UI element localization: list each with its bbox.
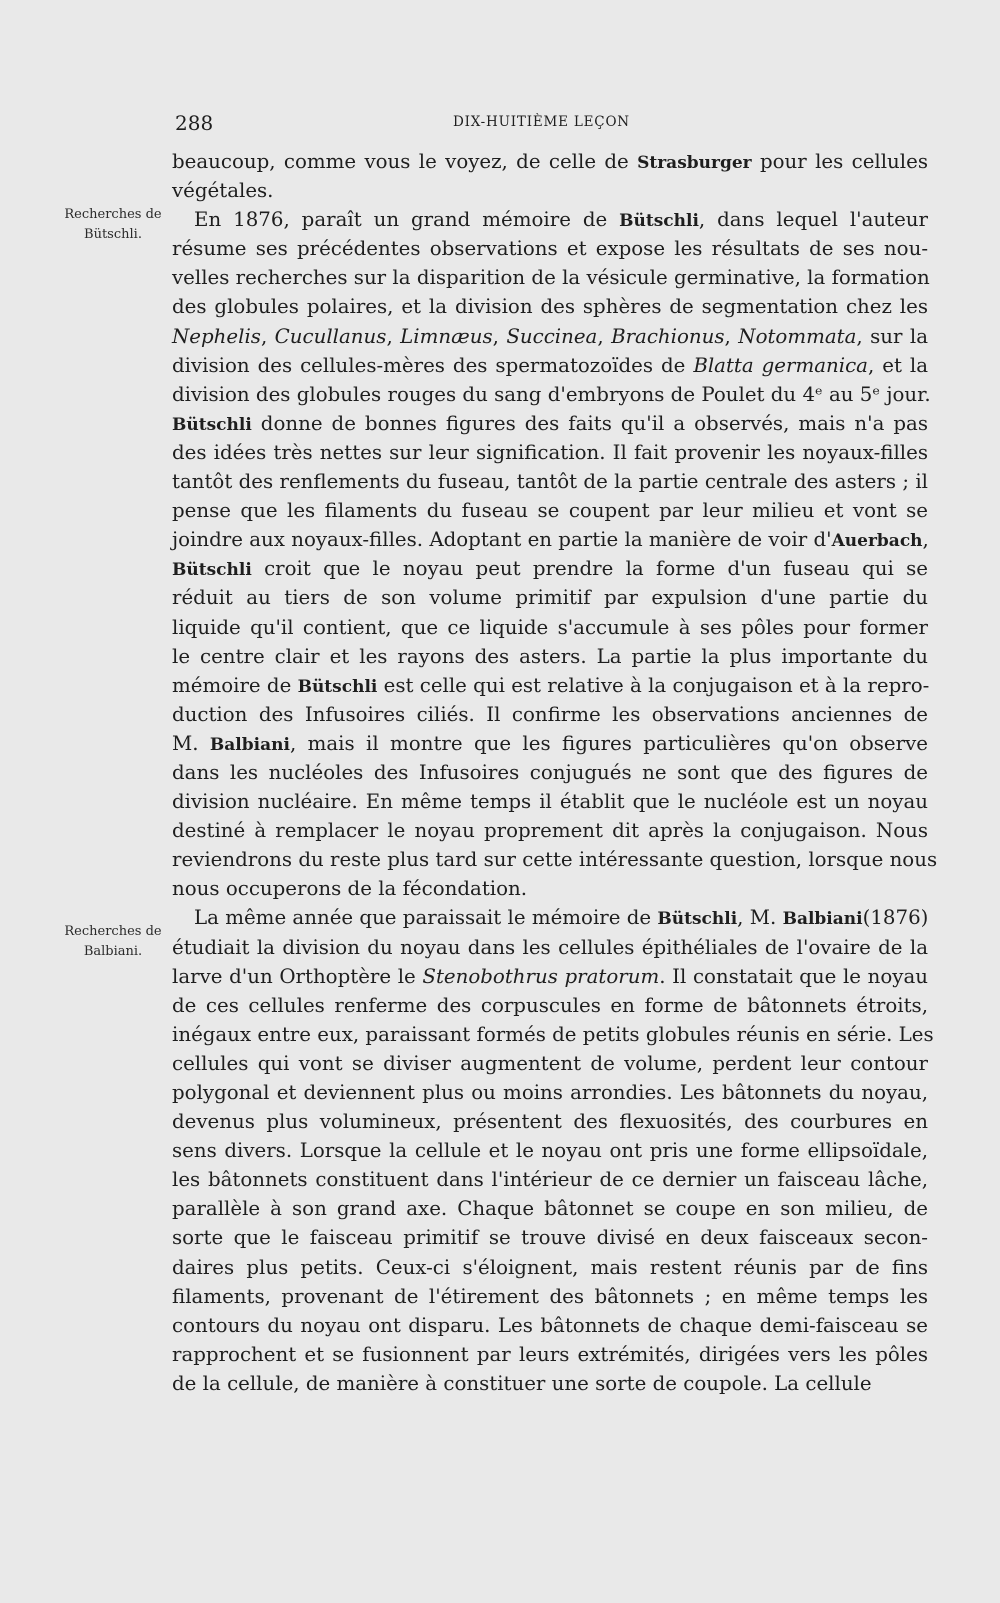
taxon-name: Limnæus (400, 324, 493, 348)
text-run: contours du noyau ont disparu. Les bâtonnets de chaque demi-faisceau se (172, 1313, 928, 1337)
taxon-name: Blatta germanica (693, 353, 868, 377)
text-run: des globules polaires, et la division des sphères de segmentation chez les (172, 295, 928, 319)
text-run: des idées très nettes sur leur signification. Il fait provenir les noyaux-filles (172, 440, 928, 464)
author-name: Balbiani (782, 909, 863, 930)
text-run: pour les cellules (751, 150, 928, 173)
author-name: Bütschli (297, 676, 378, 697)
text-run: , (386, 324, 401, 348)
text-run: de ces cellules renferme des corpuscules en forme de bâtonnets étroits, (172, 993, 928, 1017)
text-run: végétales. (172, 179, 274, 203)
text-run: joindre aux noyaux-filles. Adoptant en partie la manière de voir d' (172, 528, 832, 552)
text-line (172, 1049, 928, 1078)
text-line (172, 787, 928, 816)
text-line (172, 962, 928, 991)
text-line (172, 322, 928, 351)
taxon-name: Stenobothrus pratorum (422, 964, 660, 988)
page-header (175, 111, 935, 135)
text-run: . Il constatait que le noyau (659, 964, 929, 988)
text-line (172, 613, 928, 642)
text-run: parallèle à son grand axe. Chaque bâtonnet se coupe en son milieu, de (172, 1197, 928, 1221)
text-line (172, 700, 928, 729)
page-number: 288 (175, 111, 214, 135)
text-run: polygonal et deviennent plus ou moins arrondies. Les bâtonnets du noyau, (172, 1081, 928, 1104)
text-run: M. (172, 731, 210, 755)
text-line (172, 554, 928, 583)
text-run: , sur la (856, 324, 929, 348)
margin-note-butschli (54, 205, 172, 245)
text-line (172, 525, 928, 554)
author-name: Bütschli (657, 909, 738, 930)
text-run: , mais il montre que les figures particulières qu'on observe (289, 731, 928, 755)
text-run: division des cellules-mères des spermatozoïdes de (172, 353, 694, 377)
text-run: , dans lequel l'auteur (698, 208, 928, 232)
text-run: , (724, 324, 739, 348)
margin-note-balbiani (54, 922, 172, 962)
text-run: est celle qui est relative à la conjugaison et à la repro- (377, 673, 930, 697)
text-run: velles recherches sur la disparition de la vésicule germinative, la formation (172, 266, 930, 290)
text-run: cellules qui vont se diviser augmentent de volume, perdent leur contour (172, 1051, 928, 1075)
text-line (172, 1223, 928, 1252)
text-run: dans les nucléoles des Infusoires conjugués ne sont que des figures de (172, 760, 928, 784)
text-run: croit que le noyau peut prendre la forme d'un fuseau qui se (251, 557, 928, 581)
text-line (172, 1311, 928, 1340)
text-run: , (597, 324, 612, 348)
text-run: mémoire de (172, 673, 298, 697)
text-run: résume ses précédentes observations et expose les résultats de ses nou- (172, 237, 928, 261)
margin-note-line: Bütschli. (84, 227, 142, 242)
text-line (172, 380, 931, 409)
taxon-name: Cucullanus (274, 324, 387, 348)
text-line (172, 874, 928, 903)
author-name: Bütschli (172, 414, 252, 435)
text-run: nous occuperons de la fécondation. (172, 877, 528, 901)
text-line (172, 1282, 928, 1311)
text-line (172, 933, 928, 962)
text-run: liquide qu'il contient, que ce liquide s'accumule à ses pôles pour former (172, 615, 928, 639)
text-run: , (922, 528, 929, 552)
author-name: Strasburger (637, 153, 752, 173)
text-run: le centre clair et les rayons des asters. La partie la plus importante du (172, 644, 928, 668)
text-line (172, 292, 928, 321)
margin-note-line: Recherches de (64, 207, 162, 222)
text-line (172, 816, 928, 845)
text-run: réduit au tiers de son volume primitif par expulsion d'une partie du (172, 586, 928, 610)
text-run: tantôt des renflements du fuseau, tantôt de la partie centrale des asters ; il (172, 470, 928, 494)
taxon-name: Nephelis (172, 324, 261, 348)
text-run: de la cellule, de manière à constituer une sorte de coupole. La cellule (172, 1371, 872, 1395)
text-run: rapprochent et se fusionnent par leurs extrémités, dirigées vers les pôles (172, 1342, 928, 1366)
text-line (172, 583, 928, 612)
text-line (172, 903, 928, 932)
text-run: En 1876, paraît un grand mémoire de (194, 208, 620, 232)
text-run: étudiait la division du noyau dans les cellules épithéliales de l'ovaire de la (172, 935, 928, 959)
text-line (172, 671, 928, 700)
text-line (172, 147, 928, 176)
text-run: les bâtonnets constituent dans l'intérieur de ce dernier un faisceau lâche, (172, 1168, 928, 1192)
text-line (172, 845, 938, 874)
text-line (172, 1078, 928, 1107)
text-line (172, 1107, 928, 1136)
text-line (172, 1369, 928, 1398)
text-line (172, 438, 928, 467)
text-line (172, 467, 928, 496)
text-line (172, 1194, 928, 1223)
text-line (172, 1253, 928, 1282)
text-run: donne de bonnes figures des faits qu'il a observés, mais n'a pas (251, 411, 928, 435)
text-run: destiné à remplacer le noyau proprement dit après la conjugaison. Nous (172, 819, 928, 843)
text-run: devenus plus volumineux, présentent des flexuosités, des courbures en (172, 1110, 928, 1134)
text-run: , et la (867, 353, 928, 377)
text-line (172, 1340, 928, 1369)
text-run: pense que les filaments du fuseau se coupent par leur milieu et vont se (172, 499, 928, 523)
text-run: division des globules rouges du sang d'embryons de Poulet du 4ᵉ au 5ᵉ jour. (172, 382, 931, 406)
text-line (172, 1165, 928, 1194)
text-run: beaucoup, comme vous le voyez, de celle de (172, 150, 638, 173)
text-line (172, 409, 928, 438)
text-run: filaments, provenant de l'étirement des bâtonnets ; en même temps les (172, 1284, 928, 1308)
text-line (172, 205, 928, 234)
author-name: Balbiani (209, 734, 290, 755)
author-name: Auerbach (831, 531, 923, 552)
text-run: , (492, 324, 507, 348)
text-line (172, 758, 928, 787)
text-run: larve d'un Orthoptère le (172, 964, 423, 988)
text-line (172, 1020, 934, 1049)
text-run: sorte que le faisceau primitif se trouve divisé en deux faisceaux secon- (172, 1226, 928, 1250)
text-line (172, 176, 928, 205)
taxon-name: Notommata (738, 324, 857, 348)
text-line (172, 729, 928, 758)
text-line (172, 496, 928, 525)
text-run: duction des Infusoires ciliés. Il confirme les observations anciennes de (172, 702, 928, 726)
text-run: reviendrons du reste plus tard sur cette intéressante question, lorsque nous (172, 848, 938, 872)
text-run: inégaux entre eux, paraissant formés de petits globules réunis en série. Les (172, 1022, 934, 1046)
taxon-name: Brachionus (611, 324, 725, 348)
text-line (172, 991, 928, 1020)
author-name: Bütschli (172, 560, 252, 581)
body-text (172, 147, 938, 1398)
text-line (172, 1136, 928, 1165)
text-run: La même année que paraissait le mémoire de (194, 906, 658, 930)
text-run: daires plus petits. Ceux-ci s'éloignent, mais restent réunis par de fins (172, 1255, 928, 1279)
text-run: division nucléaire. En même temps il établit que le nucléole est un noyau (172, 790, 928, 814)
text-run: , M. (737, 906, 783, 930)
taxon-name: Succinea (506, 324, 598, 348)
running-title: DIX-HUITIÈME LEÇON (453, 114, 630, 130)
text-run: sens divers. Lorsque la cellule et le noyau ont pris une forme ellipsoïdale, (172, 1139, 928, 1163)
margin-note-line: Recherches de (64, 924, 162, 939)
margin-note-line: Balbiani. (83, 944, 143, 959)
author-name: Bütschli (619, 211, 699, 232)
text-line (172, 263, 928, 292)
text-line (172, 234, 928, 263)
text-run: (1876) (862, 906, 929, 930)
text-line (172, 642, 928, 671)
text-run: , (260, 324, 275, 348)
text-line (172, 351, 928, 380)
